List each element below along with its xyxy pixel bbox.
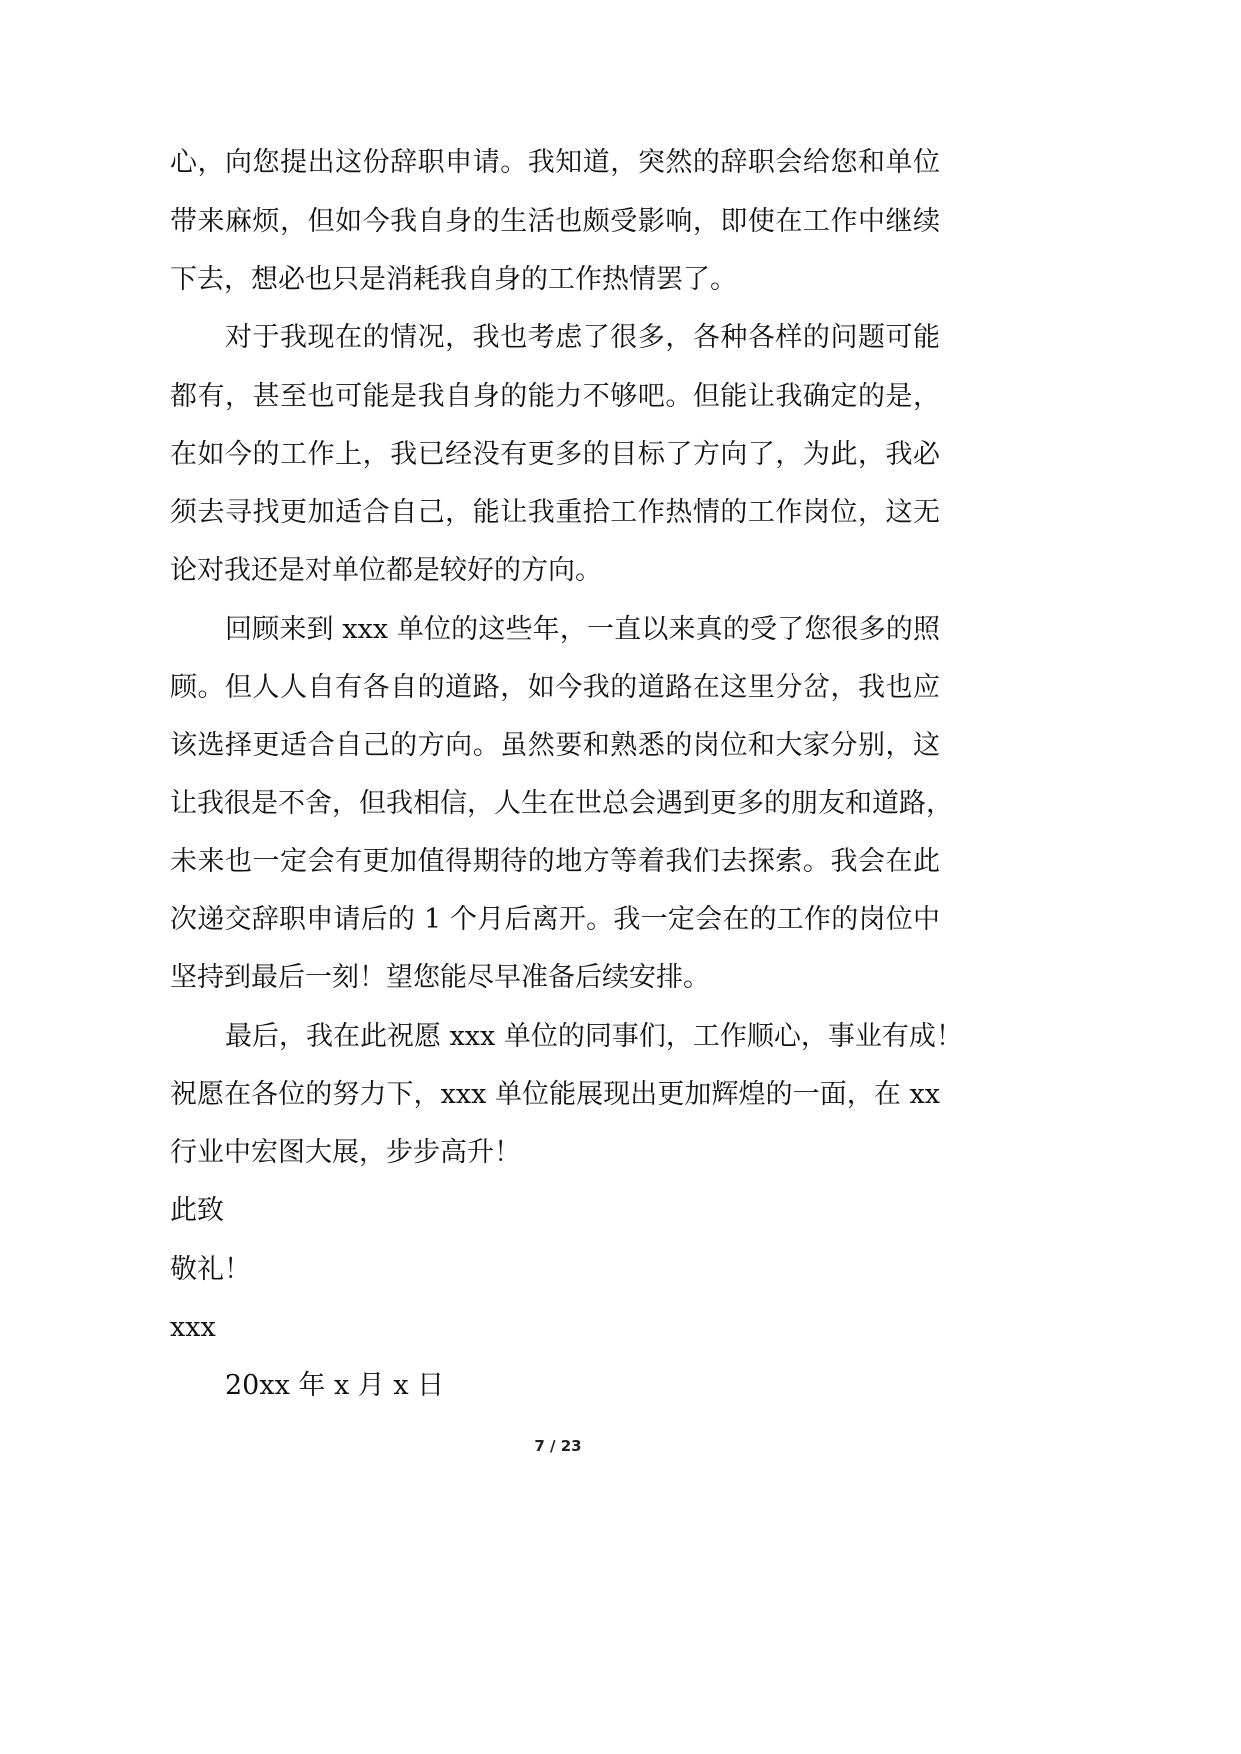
body-text-line: 对于我现在的情况，我也考虑了很多，各种各样的问题可能 (225, 322, 940, 353)
signature: xxx (170, 1312, 216, 1343)
body-text-line: 带来麻烦，但如今我自身的生活也颇受影响，即使在工作中继续 (170, 206, 940, 237)
body-text-line: 论对我还是对单位都是较好的方向。 (170, 555, 602, 586)
body-text-line: 都有，甚至也可能是我自身的能力不够吧。但能让我确定的是， (170, 381, 940, 412)
body-text-line: 该选择更适合自己的方向。虽然要和熟悉的岗位和大家分别，这 (170, 730, 940, 761)
body-text-line: 最后，我在此祝愿 xxx 单位的同事们，工作顺心，事业有成！ (225, 1021, 963, 1052)
body-text-line: 次递交辞职申请后的 1 个月后离开。我一定会在的工作的岗位中 (170, 904, 940, 935)
body-text-line: 行业中宏图大展，步步高升！ (170, 1137, 521, 1168)
body-text-line: 回顾来到 xxx 单位的这些年，一直以来真的受了您很多的照 (225, 614, 940, 645)
page-number: 7 / 23 (534, 1437, 582, 1455)
body-text-line: 让我很是不舍，但我相信，人生在世总会遇到更多的朋友和道路， (170, 788, 953, 819)
body-text-line: 坚持到最后一刻！望您能尽早准备后续安排。 (170, 962, 710, 993)
body-text-line: 心，向您提出这份辞职申请。我知道，突然的辞职会给您和单位 (170, 147, 940, 178)
salutation-line-2: 敬礼！ (170, 1254, 251, 1285)
body-text-line: 未来也一定会有更加值得期待的地方等着我们去探索。我会在此 (170, 846, 940, 877)
date: 20xx 年 x 月 x 日 (225, 1370, 445, 1401)
body-text-line: 在如今的工作上，我已经没有更多的目标了方向了，为此，我必 (170, 439, 940, 470)
body-text-line: 下去，想必也只是消耗我自身的工作热情罢了。 (170, 264, 737, 295)
salutation-line-1: 此致 (170, 1195, 224, 1226)
body-text-line: 须去寻找更加适合自己，能让我重拾工作热情的工作岗位，这无 (170, 497, 940, 528)
body-text-line: 顾。但人人自有各自的道路，如今我的道路在这里分岔，我也应 (170, 672, 940, 703)
body-text-line: 祝愿在各位的努力下，xxx 单位能展现出更加辉煌的一面，在 xx (170, 1079, 940, 1110)
